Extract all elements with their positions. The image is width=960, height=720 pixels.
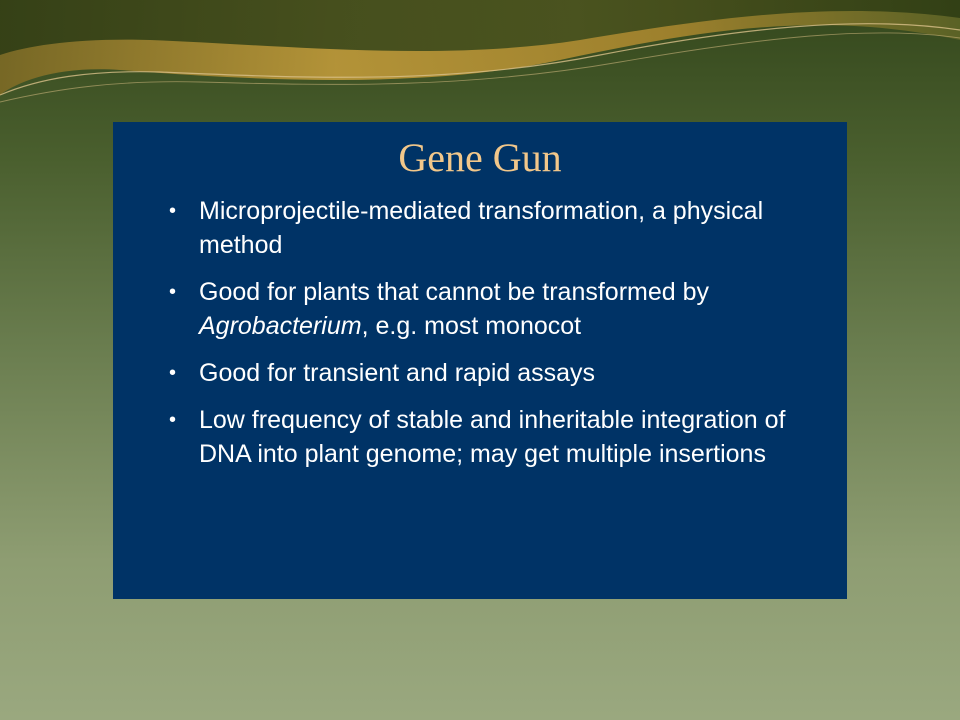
bullet-text-italic-part: Agrobacterium [199,312,362,340]
bullet-text [199,359,595,387]
bullet-icon: • [169,409,177,431]
bullet-text [199,197,763,259]
bullet-icon: • [169,281,177,303]
bullet-icon: • [169,362,177,384]
bullet-item [169,275,809,343]
bullet-list [169,194,809,484]
bullet-text [199,406,786,468]
bullet-text [199,278,709,340]
bullet-item [169,403,809,471]
bullet-item [169,194,809,262]
slide-title: Gene Gun [398,135,562,180]
bullet-text-part: , e.g. most monocot [361,312,582,340]
content-panel [113,122,847,599]
bullet-text-part: Good for plants that cannot be transformed by [199,278,710,306]
bullet-text-part: Microprojectile-mediated transformation, a physical method [199,197,764,259]
bullet-icon: • [169,200,177,222]
bullet-text-part: Low frequency of stable and inheritable integration of DNA into plant genome; may get multiple insertions [199,406,786,468]
decorative-swoosh [0,0,960,120]
bullet-item [169,356,809,390]
bullet-text-part: Good for transient and rapid assays [199,359,596,387]
